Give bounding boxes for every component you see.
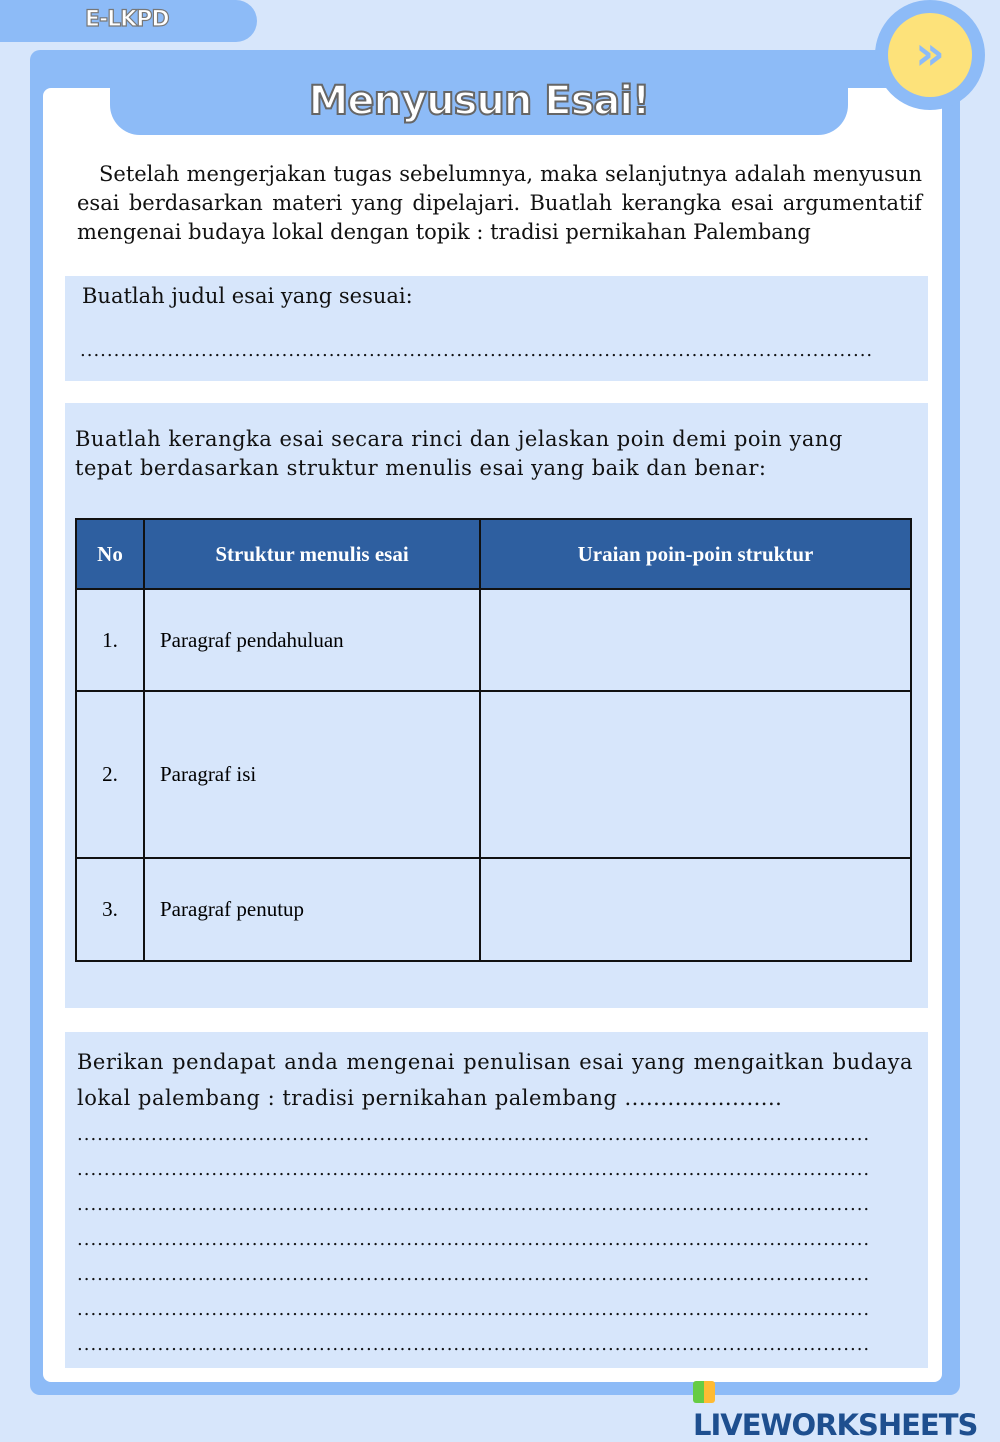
row-no: 1. [76,589,144,691]
elkpd-tag [0,0,257,42]
row-structure: Paragraf pendahuluan [144,589,480,691]
liveworksheets-logo [693,1374,1000,1442]
answer-line: ...................................................................................................................... [77,1194,871,1215]
intro-text: Setelah mengerjakan tugas sebelumnya, maka selanjutnya adalah menyusun esai berdasarkan materi yang dipelajari. Buatlah kerangka esai argumentatif mengenai budaya lokal dengan topik : tradisi pernikahan Palembang [77,162,922,244]
table-row [76,589,911,691]
header-no: No [76,519,144,589]
answer-line: ...................................................................................................................... [77,1334,871,1355]
answer-line: ...................................................................................................................... [77,1124,871,1145]
outline-prompt: Buatlah kerangka esai secara rinci dan jelaskan poin demi poin yang tepat berdasarkan struktur menulis esai yang baik dan benar: [75,427,843,480]
answer-line: ...................................................................................................................... [77,1299,871,1320]
title-answer-input[interactable]: ...................................................................................................................... [80,340,874,361]
answer-line: ...................................................................................................................... [77,1264,871,1285]
row-no: 3. [76,858,144,961]
page-title: Menyusun Esai! [308,78,650,124]
table-row [76,691,911,858]
header-structure: Struktur menulis esai [144,519,480,589]
outline-table [75,518,912,962]
row-detail-input[interactable] [480,589,911,691]
row-no: 2. [76,691,144,858]
row-structure: Paragraf penutup [144,858,480,961]
tag-label: E-LKPD [85,7,169,32]
row-detail-input[interactable] [480,858,911,961]
brand-text: LIVEWORKSHEETS [693,1408,978,1442]
title-banner [110,70,848,135]
opinion-answer-input[interactable] [77,1117,903,1362]
table-row [76,858,911,961]
answer-line: ...................................................................................................................... [77,1159,871,1180]
next-button[interactable] [875,0,985,110]
answer-line: ...................................................................................................................... [77,1229,871,1250]
row-structure: Paragraf isi [144,691,480,858]
title-section [65,276,928,381]
opinion-prompt: Berikan pendapat anda mengenai penulisan esai yang mengaitkan budaya lokal palembang : tradisi pernikahan palembang ...................... [77,1050,913,1110]
live-logo-icon [693,1381,715,1403]
opinion-section [65,1032,928,1368]
table-header [76,519,911,589]
header-detail: Uraian poin-poin struktur [480,519,911,589]
chevron-right-icon: » [888,13,972,97]
title-prompt: Buatlah judul esai yang sesuai: [82,284,413,308]
row-detail-input[interactable] [480,691,911,858]
